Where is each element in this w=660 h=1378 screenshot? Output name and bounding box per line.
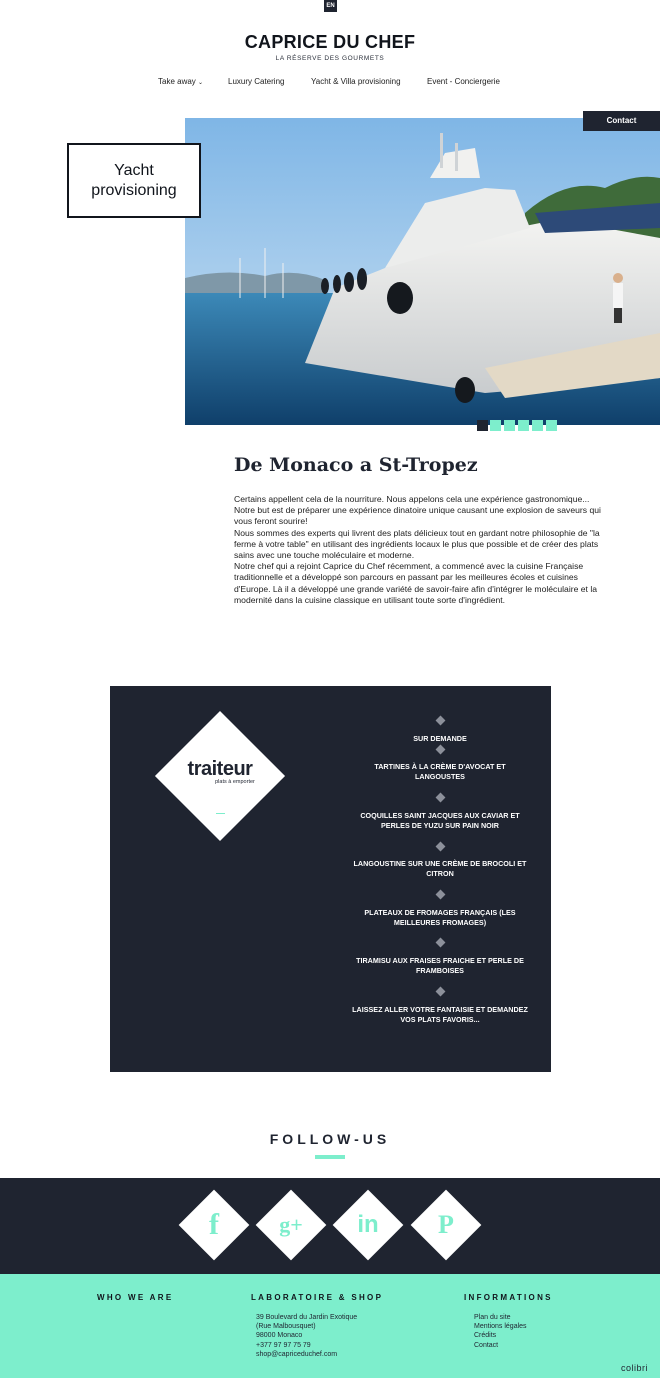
pinterest-icon: P [438,1210,454,1239]
chevron-down-icon: ⌄ [198,80,204,86]
traiteur-word: traiteur [187,758,253,780]
menu-item: TARTINES À LA CRÈME D'AVOCAT ET LANGOUSTES [374,762,506,781]
footer-lab-title: LABORATOIRE & SHOP [251,1293,384,1302]
google-plus-icon: g+ [279,1212,303,1237]
slider-dot-5[interactable] [532,420,543,431]
page-title-box [67,143,201,218]
nav-take-away[interactable] [158,77,203,86]
main-nav [0,77,660,89]
facebook-icon: f [209,1208,219,1241]
traiteur-accent-line [216,813,225,814]
traiteur-logo [154,758,286,785]
contact-button[interactable]: Contact [583,111,660,131]
slider-dot-6[interactable] [546,420,557,431]
address-line: 98000 Monaco [256,1332,303,1340]
follow-us-underline [315,1155,345,1159]
menu-item: TIRAMISU AUX FRAISES FRAICHE ET PERLE DE FRAMBOISES [356,956,524,975]
menu-item: LANGOUSTINE SUR UNE CRÈME DE BROCOLI ET CITRON [353,859,527,878]
footer-link-legal[interactable]: Mentions légales [474,1323,527,1331]
social-bar [0,1178,660,1274]
article-paragraph: Nous sommes des experts qui livrent des plats délicieux tout en gardant notre philosophie de "la ferme à votre table" en utilisant des ingrédients locaux le plus que possible et de créer des plats sains avec une touche moléculaire et moderne. [234,527,600,561]
footer-info-links [474,1313,527,1350]
phone-link[interactable]: +377 97 97 75 79 [256,1341,311,1349]
nav-yacht-villa[interactable]: Yacht & Villa provisioning [311,77,401,86]
credit-colibri[interactable]: colibri [620,1363,648,1373]
footer-address [256,1313,357,1359]
menu-heading: SUR DEMANDE [413,734,467,743]
article-headline: De Monaco a St-Tropez [234,454,478,476]
yacht-photo [185,118,660,425]
brand-logo[interactable]: CAPRICE DU CHEF [244,32,416,52]
menu-item: LAISSEZ ALLER VOTRE FANTAISIE ET DEMANDEZ VOS PLATS FAVORIS... [352,1005,528,1024]
traiteur-subtitle: plats à emporter [215,779,255,785]
nav-event-conciergerie[interactable]: Event - Conciergerie [427,77,500,86]
brand-tagline: LA RÉSERVE DES GOURMETS [275,55,385,62]
address-line: (Rue Malbousquet) [256,1323,316,1331]
slider-dot-3[interactable] [504,420,515,431]
footer-link-contact[interactable]: Contact [474,1341,499,1349]
slider-dot-1[interactable] [477,420,488,431]
article-paragraph: Notre chef qui a rejoint Caprice du Chef récemment, a commencé avec la cuisine Française traditionnelle et a développé son parcours en passant par les meilleures écoles et cuisines d'Europe. Là il a développé une grande variété de savoir-faire afin d'intégrer le moléculaire et la modernité dans la cuisine classique en utilisant toute sorte d'ingrédient. [234,561,598,605]
hero-image [185,118,660,425]
article-paragraph: Notre but est de préparer une expérience dinatoire unique causant une explosion de saveurs qui vous feront sourire! [234,505,601,527]
follow-us-title: FOLLOW-US [269,1131,391,1147]
menu-item: COQUILLES SAINT JACQUES AUX CAVIAR ET PERLES DE YUZU SUR PAIN NOIR [360,811,520,830]
slider-dot-2[interactable] [490,420,501,431]
language-switch[interactable]: EN [324,0,337,12]
footer-who-we-are[interactable]: WHO WE ARE [97,1293,174,1302]
page-title-line1: Yacht [114,161,154,179]
menu-item: PLATEAUX DE FROMAGES FRANÇAIS (LES MEILLEURES FROMAGES) [364,908,516,927]
address-line: 39 Boulevard du Jardin Exotique [256,1314,358,1321]
footer-link-sitemap[interactable]: Plan du site [474,1314,511,1321]
nav-luxury-catering[interactable]: Luxury Catering [228,77,285,86]
nav-take-away-label: Take away [158,77,196,86]
article-paragraph: Certains appellent cela de la nourriture. Nous appelons cela une expérience gastronomique... [234,494,590,504]
email-link[interactable]: shop@capriceduchef.com [256,1350,338,1358]
linkedin-icon: in [357,1211,379,1238]
article-body [234,494,614,606]
slider-dot-4[interactable] [518,420,529,431]
footer-link-credits[interactable]: Crédits [474,1332,497,1340]
footer-info-title: INFORMATIONS [464,1293,553,1302]
page-title-line2: provisioning [91,181,177,199]
